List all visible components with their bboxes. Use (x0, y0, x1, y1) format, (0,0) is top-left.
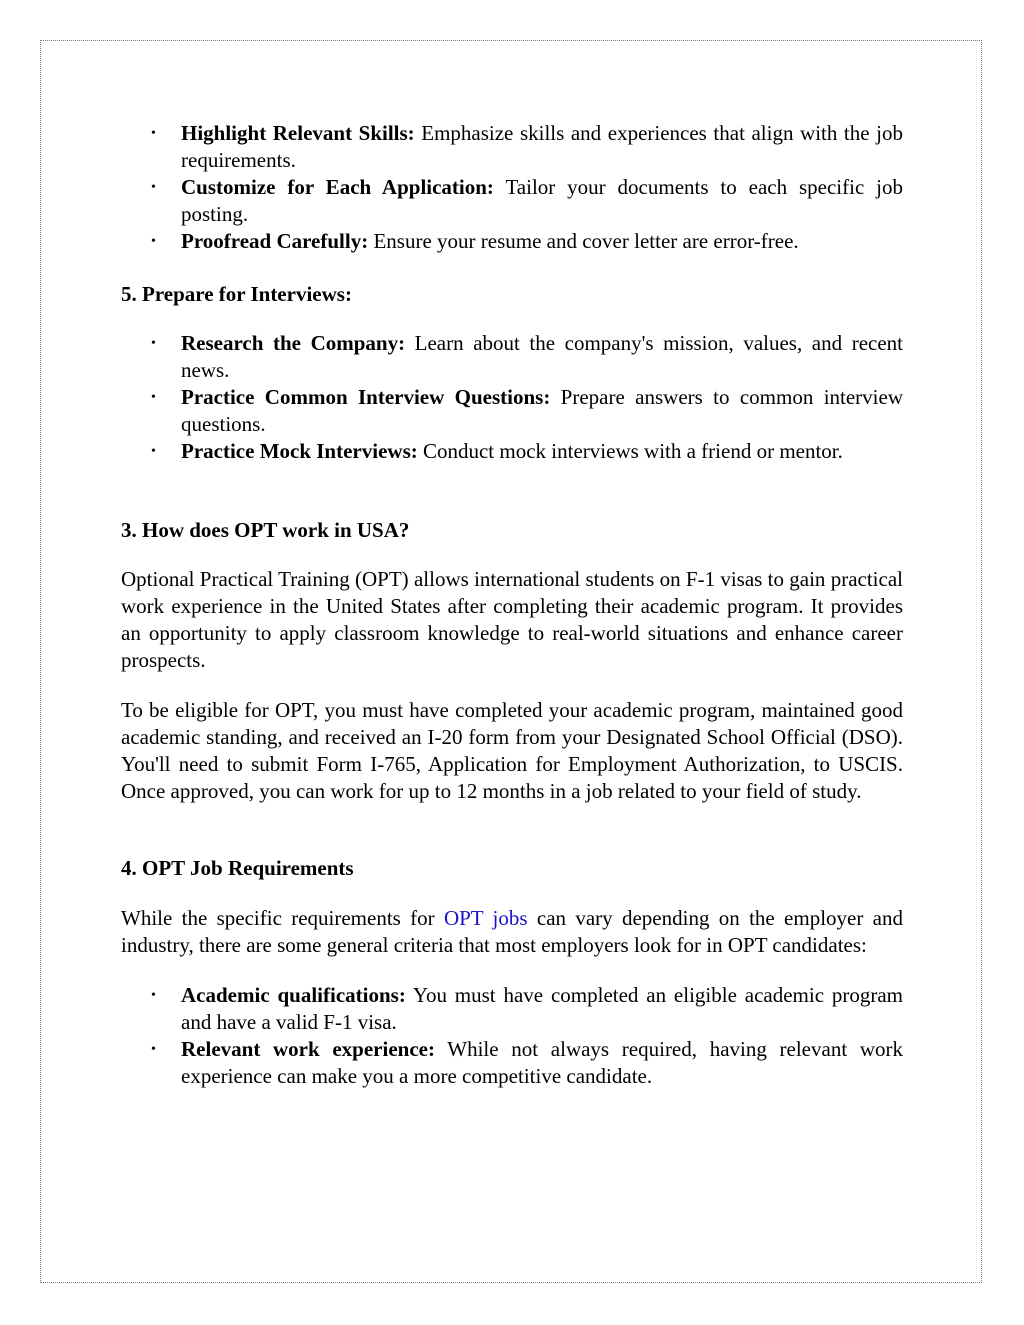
item-label: Academic qualifications: (181, 983, 406, 1007)
paragraph-opt-intro: Optional Practical Training (OPT) allows international students on F-1 visas to gain practical work experience in the United States after completing their academic program. It provides an opportunity to apply classroom knowledge to real-world situations and enhance career prospects. (121, 567, 903, 672)
item-text: Conduct mock interviews with a friend or mentor. (417, 439, 843, 463)
bullet-icon: • (151, 336, 156, 351)
item-text: While not always required, having relevant work experience can make you a more competitive candidate. (181, 1037, 903, 1088)
item-label: Research the Company: (181, 331, 406, 355)
opt-jobs-link[interactable]: OPT jobs (443, 906, 528, 930)
item-label: Practice Common Interview Questions: (181, 385, 551, 409)
item-text: Tailor your documents to each specific job posting. (181, 175, 903, 226)
list-item (121, 228, 903, 255)
heading-interviews: 5. Prepare for Interviews: (121, 282, 352, 306)
interview-list (121, 330, 903, 465)
document-body (121, 120, 903, 1090)
list-item (121, 438, 903, 465)
item-text: Ensure your resume and cover letter are error-free. (368, 229, 799, 253)
requirements-list (121, 982, 903, 1090)
list-item (121, 330, 903, 384)
item-label: Proofread Carefully: (181, 229, 369, 253)
req-text-after: can vary depending on the employer and industry, there are some general criteria that most employers look for in OPT candidates: (121, 906, 903, 957)
bullet-icon: • (151, 234, 156, 249)
item-text: You must have completed an eligible academic program and have a valid F-1 visa. (181, 983, 903, 1034)
heading-requirements: 4. OPT Job Requirements (121, 856, 354, 880)
tips-list (121, 120, 903, 255)
item-text: Emphasize skills and experiences that align with the job requirements. (181, 121, 903, 172)
bullet-icon: • (151, 1042, 156, 1057)
paragraph-opt-eligibility: To be eligible for OPT, you must have completed your academic program, maintained good academic standing, and received an I-20 form from your Designated School Official (DSO). You'll need to submit Form I-765, Application for Employment Authorization, to USCIS. Once approved, you can work for up to 12 months in a job related to your field of study. (121, 698, 903, 803)
list-item (121, 384, 903, 438)
list-item (121, 174, 903, 228)
item-text: Prepare answers to common interview questions. (181, 385, 903, 436)
item-text: Learn about the company's mission, values, and recent news. (181, 331, 903, 382)
bullet-icon: • (151, 126, 156, 141)
item-label: Relevant work experience: (181, 1037, 435, 1061)
bullet-icon: • (151, 180, 156, 195)
req-text-before: While the specific requirements for (121, 906, 444, 930)
list-item (121, 1036, 903, 1090)
heading-opt: 3. How does OPT work in USA? (121, 518, 410, 542)
item-label: Highlight Relevant Skills: (181, 121, 415, 145)
bullet-icon: • (151, 988, 156, 1003)
list-item (121, 982, 903, 1036)
paragraph-requirements (121, 905, 903, 959)
bullet-icon: • (151, 390, 156, 405)
item-label: Practice Mock Interviews: (181, 439, 418, 463)
list-item (121, 120, 903, 174)
bullet-icon: • (151, 444, 156, 459)
item-label: Customize for Each Application: (181, 175, 494, 199)
